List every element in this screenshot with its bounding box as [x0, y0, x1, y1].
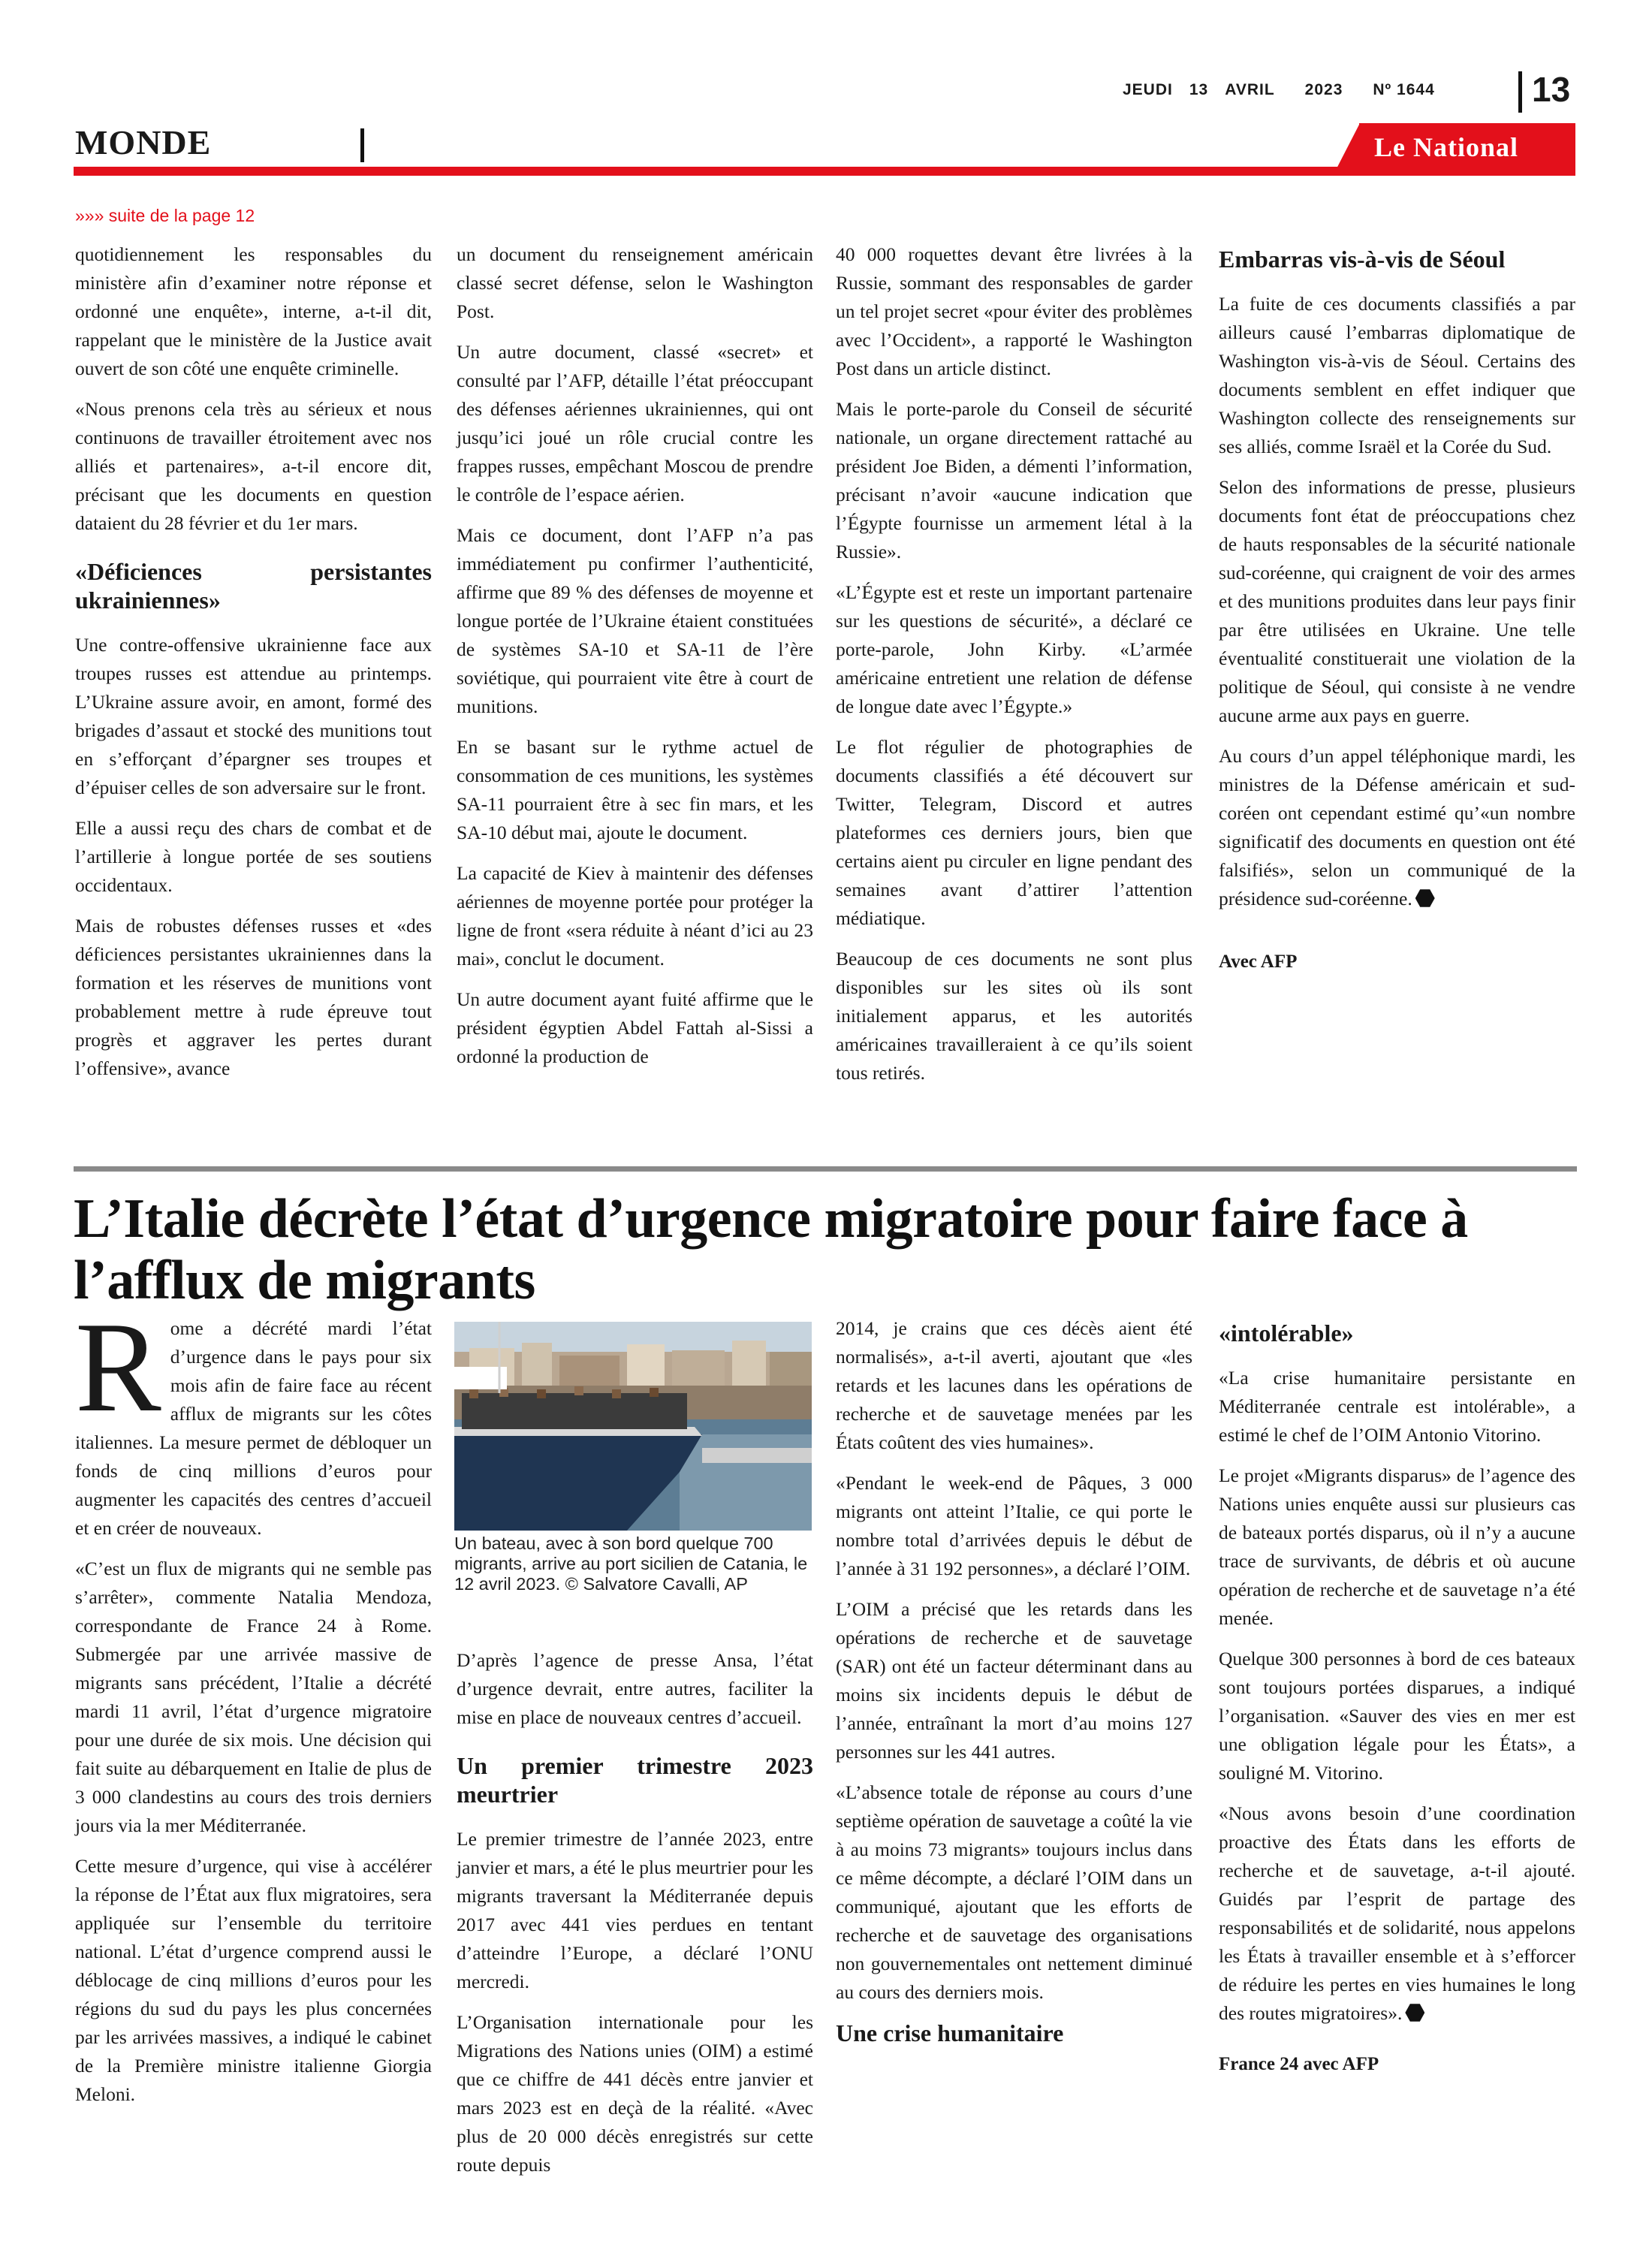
paragraph: En se basant sur le rythme actuel de consommation de ces munitions, les systèmes SA-11 pourraient être à sec fin mars, et les SA-10 début mai, ajoute le document.: [457, 736, 813, 843]
issue-day: JEUDI: [1123, 81, 1173, 98]
issue-date: [1123, 81, 1452, 99]
paragraph: La capacité de Kiev à maintenir des défenses aériennes de moyenne portée pour protéger la ligne de front «sera réduite à néant d’ici au 23 mai», conclut le document.: [457, 862, 813, 970]
paragraph: 2014, je crains que ces décès aient été normalisés», a-t-il averti, ajoutant que «les retards et les lacunes dans les opérations de recherche et de sauvetage menées par les États coûtent des vies humaines».: [836, 1317, 1192, 1453]
subheading: Une crise humanitaire: [836, 2019, 1064, 2046]
section-title: MONDE: [75, 123, 212, 161]
subheading: Un premier trimestre 2023 meurtrier: [457, 1752, 813, 1808]
continued-from: »»» suite de la page 12: [75, 206, 255, 225]
brand-name: Le National: [1374, 132, 1519, 162]
lead-paragraph: [75, 1296, 432, 1543]
article1-column-1: [75, 240, 432, 1095]
migrant-boat-photo: [454, 1322, 812, 1531]
paragraph: Un autre document ayant fuité affirme que le président égyptien Abdel Fattah al-Sissi a ordonné la production de: [457, 988, 813, 1067]
article2-column-2: [457, 1646, 813, 2191]
paragraph: [1219, 1799, 1575, 2028]
paragraph: Beaucoup de ces documents ne sont plus disponibles sur les sites où ils sont initialement apparus, et les autorités américaines travailleraient à ce qu’ils soient tous retirés.: [836, 948, 1192, 1084]
paragraph: un document du renseignement américain classé secret défense, selon le Washington Post.: [457, 243, 813, 322]
paragraph: Selon des informations de presse, plusieurs documents font état de préoccupations chez de hauts responsables de la sécurité nationale sud-coréenne, qui craignent de voir des armes et des munitions produites dans leur pays finir par être utilisées en Ukraine. Une telle éventualité constituerait une violation de la politique de Séoul, qui consiste à ne vendre aucune arme aux pays en guerre.: [1219, 476, 1575, 726]
paragraph: quotidiennement les responsables du ministère afin d’examiner notre réponse et ordonné une enquête», interne, a-t-il dit, rappelant que le ministère de la Justice avait ouvert de son côté une enquête criminelle.: [75, 243, 432, 379]
paragraph: Le premier trimestre de l’année 2023, entre janvier et mars, a été le plus meurtrier pour les migrants traversant la Méditerranée depuis 2017 avec 441 vies perdues en tentant d’atteindre l’Europe, a déclaré l’ONU mercredi.: [457, 1828, 813, 1992]
paragraph: Une contre-offensive ukrainienne face aux troupes russes est attendue au printemps. L’Ukraine assure avoir, en amont, formé des brigades d’assaut et stocké des munitions tout en s’efforçant d’épargner ses troupes et d’épuiser celles de son adversaire sur le front.: [75, 634, 432, 798]
brand-tab-edge: [1333, 123, 1360, 176]
issue-daynum: 13: [1189, 81, 1209, 98]
paragraph: Mais le porte-parole du Conseil de sécurité nationale, un organe directement rattaché au président Joe Biden, a démenti l’information, précisant n’avoir «aucune indication que l’Égypte fournisse un armement létal à la Russie».: [836, 398, 1192, 562]
article1-column-4: [1219, 240, 1575, 988]
paragraph: «La crise humanitaire persistante en Méditerranée centrale est intolérable», a estimé le chef de l’OIM Antonio Vitorino.: [1219, 1367, 1575, 1446]
article2-column-1: [75, 1296, 432, 2121]
paragraph: D’après l’agence de presse Ansa, l’état d’urgence devrait, entre autres, faciliter la mise en place de nouveaux centres d’accueil.: [457, 1649, 813, 1728]
paragraph: «Pendant le week-end de Pâques, 3 000 migrants ont atteint l’Italie, ce qui porte le nombre total d’arrivées depuis le début de l’année à 31 192 personnes», a déclaré l’OIM.: [836, 1472, 1192, 1579]
header-separator: [1518, 71, 1522, 113]
issue-number: Nº 1644: [1373, 81, 1435, 98]
issue-month: AVRIL: [1225, 81, 1275, 98]
photo-caption: Un bateau, avec à son bord quelque 700 migrants, arrive au port sicilien de Catania, le 12 avril 2023. © Salvatore Cavalli, AP: [454, 1534, 808, 1594]
paragraph: Elle a aussi reçu des chars de combat et de l’artillerie à longue portée de ses soutiens occidentaux.: [75, 817, 432, 896]
paragraph: [1219, 742, 1575, 913]
paragraph-text: «Nous avons besoin d’une coordination proactive des États dans les efforts de recherche et de sauvetage, a-t-il ajouté. Guidés par l’esprit de partage des responsabilités et de solidarité, nous appelons les États à travailler ensemble et à s’efforcer de réduire les pertes en vies humaines le long des routes migratoires».: [1219, 1802, 1575, 2024]
paragraph: L’Organisation internationale pour les Migrations des Nations unies (OIM) a estimé que ce chiffre de 441 décès entre janvier et mars 2023 est en deçà de la réalité. «Avec plus de 20 000 décès enregistrés sur cette route depuis: [457, 2011, 813, 2176]
paragraph: Mais ce document, dont l’AFP n’a pas immédiatement pu confirmer l’authenticité, affirme que 89 % des défenses de moyenne et longue portée de l’Ukraine étaient constituées de systèmes SA-10 et SA-11 de l’ère soviétique, qui pourraient vite être à court de munitions.: [457, 524, 813, 717]
byline: France 24 avec AFP: [1219, 2054, 1379, 2074]
paragraph: «L’Égypte est et reste un important partenaire sur les questions de sécurité», a déclaré ce porte-parole, John Kirby. «L’armée américaine entretient une relation de défense de longue date avec l’Égypte.»: [836, 581, 1192, 717]
paragraph: La fuite de ces documents classifiés a par ailleurs causé l’embarras diplomatique de Washington vis-à-vis de Séoul. Certains des documents semblent en effet indiquer que Washington collecte des renseignements sur ses alliés, comme Israël et la Corée du Sud.: [1219, 293, 1575, 457]
article1-column-3: [836, 240, 1192, 1099]
paragraph-text: Au cours d’un appel téléphonique mardi, les ministres de la Défense américain et sud-coréen ont cependant estimé qu’«un nombre significatif des documents en question ont été falsifiés», selon un communiqué de la présidence sud-coréenne.: [1219, 745, 1575, 909]
section-divider: [360, 128, 364, 162]
drop-cap: R: [75, 1296, 161, 1439]
article2-column-3: [836, 1314, 1192, 2064]
issue-year: 2023: [1304, 81, 1343, 98]
page-number: 13: [1532, 70, 1571, 109]
paragraph: Le projet «Migrants disparus» de l’agence des Nations unies enquête aussi sur plusieurs cas de bateaux portés disparus, où il n’y a aucune trace de survivants, de débris et où aucune opération de recherche et de sauvetage n’a été menée.: [1219, 1464, 1575, 1629]
paragraph: L’OIM a précisé que les retards dans les opérations de recherche et de sauvetage (SAR) ont été un facteur déterminant dans au moins six incidents depuis le début de l’année, entraînant la mort d’au moins 127 personnes sur les 441 autres.: [836, 1598, 1192, 1763]
paragraph: «Nous prenons cela très au sérieux et nous continuons de travailler étroitement avec nos alliés et partenaires», a-t-il encore dit, précisant que les documents en question dataient du 28 février et du 1er mars.: [75, 398, 432, 534]
paragraph: Un autre document, classé «secret» et consulté par l’AFP, détaille l’état préoccupant des défenses aériennes ukrainiennes, qui ont jusqu’ici joué un rôle crucial contre les frappes russes, empêchant Moscou de prendre le contrôle de l’espace aérien.: [457, 341, 813, 505]
paragraph: Mais de robustes défenses russes et «des déficiences persistantes ukrainiennes dans la formation et les réserves de munitions vont probablement mettre à rude épreuve tout progrès et aggraver les pertes durant l’offensive», avance: [75, 915, 432, 1079]
article2-column-4: [1219, 1314, 1575, 2091]
paragraph: Cette mesure d’urgence, qui vise à accélérer la réponse de l’État aux flux migratoires, sera appliquée sur l’ensemble du territoire national. L’état d’urgence comprend aussi le déblocage de cinq millions d’euros pour les régions du sud du pays les plus concernées par les arrivées massives, a indiqué le cabinet de la Première ministre italienne Giorgia Meloni.: [75, 1855, 432, 2105]
end-mark-icon: [1405, 2003, 1424, 2022]
end-mark-icon: [1415, 888, 1435, 908]
subheading: Embarras vis-à-vis de Séoul: [1219, 246, 1506, 273]
paragraph: Quelque 300 personnes à bord de ces bateaux sont toujours portées disparues, a indiqué l’organisation. «Sauver des vies en mer est une obligation légale pour les États», a souligné M. Vitorino.: [1219, 1648, 1575, 1784]
paragraph: 40 000 roquettes devant être livrées à la Russie, sommant des responsables de garder un tel projet secret «pour éviter des problèmes avec l’Occident», a rapporté le Washington Post dans un article distinct.: [836, 243, 1192, 379]
paragraph: Le flot régulier de photographies de documents classifiés a été découvert sur Twitter, Telegram, Discord et autres plateformes ces derniers jours, bien que certains aient pu circuler en ligne pendant des semaines avant d’attirer l’attention médiatique.: [836, 736, 1192, 929]
paragraph: «L’absence totale de réponse au cours d’une septième opération de sauvetage a coûté la vie à au moins 73 migrants» toujours inclus dans ce même décompte, a déclaré l’OIM dans un communiqué, ajoutant que les efforts de recherche et de sauvetage des organisations non gouvernementales ont nettement diminué au cours des derniers mois.: [836, 1781, 1192, 2003]
article2-headline: L’Italie décrète l’état d’urgence migratoire pour faire face à l’afflux de migrants: [74, 1188, 1468, 1311]
byline: Avec AFP: [1219, 952, 1298, 972]
lead-text: ome a décrété mardi l’état d’urgence dans le pays pour six mois afin de faire face au récent afflux de migrants sur les côtes italiennes. La mesure permet de débloquer un fonds de cinq millions d’euros pour augmenter les capacités des centres d’accueil et en créer de nouveaux.: [75, 1317, 432, 1539]
subheading: «Déficiences persistantes ukrainiennes»: [75, 558, 432, 614]
article-divider: [74, 1166, 1577, 1172]
article1-column-2: [457, 240, 813, 1083]
subheading: «intolérable»: [1219, 1320, 1354, 1347]
paragraph: «C’est un flux de migrants qui ne semble pas s’arrêter», commente Natalia Mendoza, correspondante de France 24 à Rome. Submergée par une arrivée massive de migrants sans précédent, l’Italie a décrété mardi 11 avril, l’état d’urgence migratoire pour une durée de six mois. Une décision qui fait suite au débarquement en Italie de plus de 3 000 clandestins au cours des trois derniers jours via la mer Méditerranée.: [75, 1558, 432, 1836]
